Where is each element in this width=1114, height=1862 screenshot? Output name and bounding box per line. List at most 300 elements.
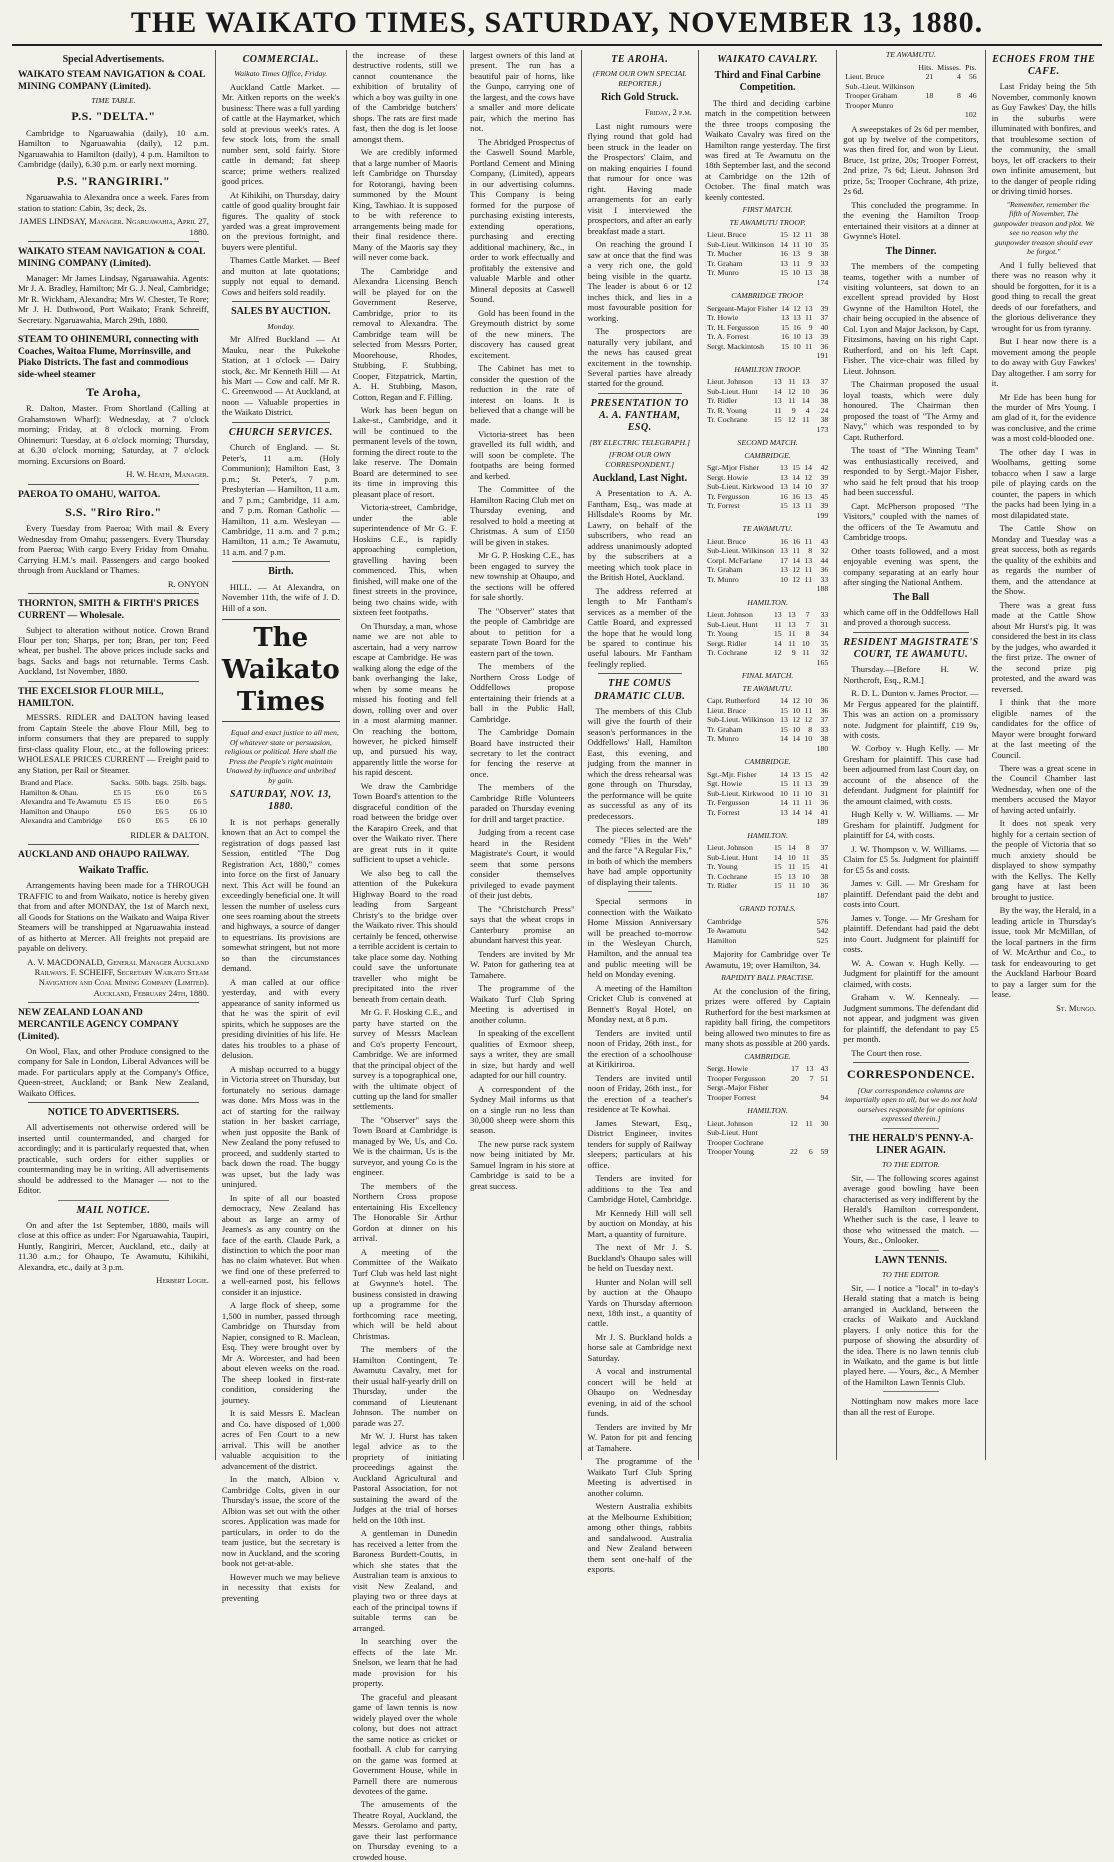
article-paragraph: The next of Mr J. S. Buckland's Ohaupo sales will be held on Tuesday next.: [587, 1242, 692, 1274]
birth-body: HILL. — At Alexandra, on November 11th, the wife of J. D. Hill of a son.: [221, 581, 340, 613]
table-cell: 13: [780, 546, 788, 556]
table-cell: 14: [773, 638, 782, 648]
table-cell: Tr. Munro: [706, 574, 739, 584]
table-cell: 13: [780, 715, 788, 725]
table-cell: 38: [820, 415, 829, 425]
ad-signature: RIDLER & DALTON.: [130, 829, 209, 840]
masthead-rule: [12, 44, 1102, 46]
table-cell: 13: [780, 472, 788, 482]
rapidity-tables: [705, 1052, 830, 1157]
table-cell: 7: [805, 619, 810, 629]
table-cell: 15: [780, 779, 788, 789]
table-cell: Trooper Munro: [845, 100, 894, 110]
table-cell: 34: [820, 629, 829, 639]
table-cell: 33: [820, 610, 829, 620]
table-cell: 14: [780, 239, 788, 249]
table-cell: 10: [801, 881, 810, 891]
table-cell: [963, 82, 979, 92]
table-cell: [784, 1138, 799, 1148]
grand-totals-table: [705, 917, 830, 946]
table-cell: 36: [820, 341, 829, 351]
table-cell: 8: [808, 546, 813, 556]
table-cell: 7: [805, 610, 810, 620]
table-cell: 8: [808, 724, 813, 734]
table-row: [705, 1119, 830, 1129]
match-heading: FINAL MATCH.: [741, 671, 794, 681]
ad-title: THE EXCELSIOR FLOUR MILL, HAMILTON.: [18, 685, 164, 709]
table-cell: 37: [820, 377, 829, 387]
table-row: [705, 377, 830, 387]
table-cell: 12: [789, 1118, 798, 1128]
article-subheading: Rich Gold Struck.: [600, 92, 679, 104]
troop-heading: TE AWAMUTU TROOP.: [729, 217, 806, 227]
table-total-row: [705, 744, 830, 754]
editorial-paragraph: A man called at our office yesterday, and with every appearance of sanity informed us that he was the spirit of evil spirits, which he supposes are the presiding divinities of his life. He dates his troubles to a phase of delusion.: [221, 976, 340, 1061]
table-row: [705, 808, 830, 818]
article-paragraph: We also beg to call the attention of the Pukekura Highway Board to the road leading from Sargeant Christy's to the bridge over the Waikato river. This should certainly be fenced, otherwise a terrible accident is certain to take place some day. Nothing could save the unfortunate traveller who might be precipitated into the river beneath from certain death.: [352, 867, 458, 1004]
match-heading: SECOND MATCH.: [737, 438, 798, 448]
table-cell: Tr. Forrest: [706, 501, 740, 511]
table-cell: 11: [774, 619, 782, 629]
ad-body: Every Tuesday from Paeroa; With mail & Every Wednesday from Omahu; passengers. Every Thursday from Paeroa; With cargo Every Friday from Omahu. Carrying H.M.'s mail. Passengers and cargo booked through from Auckland or Thames.: [18, 523, 209, 576]
table-cell: 11: [788, 638, 796, 648]
rapidity-table-te-awamutu: [843, 63, 978, 120]
table-cell: 6: [808, 1147, 813, 1157]
table-row: [705, 779, 830, 789]
table-cell: [800, 1128, 815, 1138]
article-paragraph: It does not speak very highly for a certain section of the people of Victoria that so much anxiety should be displayed to show sympathy with the Kellys. The Kelly gang have at last been brought to justice.: [991, 818, 1097, 902]
table-cell: 14: [780, 769, 788, 779]
table-row: [705, 648, 830, 658]
table-row: [705, 610, 830, 620]
table-cell: 9: [808, 258, 813, 268]
table-cell: 13: [804, 332, 813, 342]
table-cell: 13: [787, 619, 796, 629]
table-cell: 14: [787, 843, 796, 853]
column-5: [582, 50, 699, 1575]
table-cell: 17: [791, 1064, 799, 1074]
table-cell: 12: [792, 715, 801, 725]
divider: [58, 1200, 169, 1201]
church-body: Church of England. — St. Peter's, 11 a.m. (Holy Communion); Hamilton East, 3 p.m.; St. Peter's, 7 p.m. Presbyterian — Hamilton, 11 a.m. and 7 p.m.; Cambridge, 11 a.m. and 7 p.m. Roman Catholic — Hamilton, 11 a.m. Wesleyan — Cambridge, 11 a.m. and 7 p.m.; Hamilton, 11 a.m.; Te Awamutu, 11 a.m. and 7 p.m.: [221, 442, 340, 557]
table-total: 174: [816, 277, 829, 287]
table-cell: 43: [820, 1064, 829, 1074]
article-paragraph: The Cabinet has met to consider the question of the reduction in the rate of interest on loans. It is believed that a change will be made.: [470, 363, 575, 426]
table-row: [705, 1093, 830, 1103]
article-paragraph: James Stewart, Esq., District Engineer, invites tenders for supply of Railway sleepers; particulars at his office.: [587, 1117, 692, 1170]
table-cell: Lieut. Bruce: [845, 72, 885, 81]
table-cell: 11: [788, 396, 796, 406]
table-cell: 14: [804, 807, 813, 817]
column-3: [347, 50, 464, 1862]
table-cell: Sgt.-Mjor Fisher: [706, 463, 759, 473]
article-paragraph: By the way, the Herald, in a leading article in Thursday's issue, took Mr McMillan, of the local partners in the firm of W. McArthur and Co., to task for endeavouring to get the Auckland Harbour Board to pay a larger sum for the lease.: [991, 905, 1097, 1000]
church-heading: CHURCH SERVICES.: [228, 426, 333, 438]
table-cell: 14: [792, 482, 800, 492]
table-cell: Trooper Cochrane: [706, 1137, 764, 1147]
table-cell: Tr. Cochrane: [706, 871, 748, 881]
table-cell: 41: [820, 807, 829, 817]
table-cell: Sub-Lieut. Hunt: [706, 619, 758, 629]
table-cell: 24: [820, 405, 829, 415]
table-row: [705, 789, 830, 799]
table-cell: 11: [802, 852, 810, 862]
table-cell: Tr. Fergusson: [706, 491, 750, 501]
table-cell: 16: [780, 536, 788, 546]
article-paragraph: Work has been begun on Lake-st., Cambridge, and it will be continued to the permanent levels of the town, forming the direct route to the lake reserve. The Domain Board are determined to see its time in improving this pleasant place of resort.: [352, 404, 458, 499]
table-cell: 15: [792, 463, 800, 473]
article-paragraph: Last Friday being the 5th November, commonly known as Guy Fawkes' Day, the hills in the suburbs were illuminated with bonfires, and that troublesome section of the community, the small boys, let off crackers to their own infinite amusement, but to the danger of people riding or driving timid horses.: [991, 81, 1097, 197]
table-cell: Hamilton: [706, 935, 737, 945]
score-table: [705, 230, 830, 287]
cavalry-heading: WAIKATO CAVALRY.: [717, 54, 818, 65]
table-cell: [916, 101, 935, 111]
article-paragraph: The members of the Hamilton Contingent, Te Awamutu Cavalry, met for their usual half-yearly drill on Thursday, under the command of Lieutenant Johnson. The number on parade was 27.: [352, 1344, 458, 1428]
table-cell: 30: [820, 1118, 829, 1128]
author-signature: St. Mungo.: [1056, 1002, 1097, 1013]
table-cell: 11: [804, 536, 813, 546]
table-cell: 11: [774, 405, 782, 415]
table-cell: Tr. R. Young: [706, 405, 747, 415]
byline: [FROM OUR OWN CORRESPONDENT.]: [605, 450, 675, 469]
table-cell: Tr. Young: [706, 862, 738, 872]
table-cell: 14: [780, 734, 788, 744]
table-cell: [800, 1138, 815, 1148]
article-paragraph: largest owners of this land at present. The run has a beautiful pair of horns, like the Gunpo, carrying one of the largest, and the cows have a smaller and more delicate pair, which the merino has not.: [470, 50, 575, 134]
article-paragraph: The members of the competing teams, together with a number of visiting volunteers, sat down to an excellent spread provided by Host Gwynne of the Hamilton Hotel, the chair being occupied in the absence of Col. Lyon and Major Jackson, by Capt. Fitzsimons, having on his right Capt. Rutherford, and on his left Capt. Fisher. The vice-chair was filled by Lieut. Johnson.: [843, 261, 979, 376]
article-paragraph: The "Christchurch Press" says that the wheat crops in Canterbury promise an abundant harvest this year.: [470, 903, 575, 946]
table-row: [705, 770, 830, 780]
edition-date: SATURDAY, NOV. 13, 1880.: [230, 789, 332, 813]
troop-heading: TE AWAMUTU.: [742, 524, 793, 534]
table-cell: [816, 1083, 831, 1093]
table-row: [705, 406, 830, 416]
article-paragraph: Tenders are invited by Mr W. Paton for pit and fencing at Tamahere.: [587, 1421, 692, 1453]
article-paragraph: Capt. McPherson proposed "The Visitors," coupled with the names of the officers of the Te Awamutu and Cambridge troops.: [843, 500, 979, 543]
table-cell: 15: [773, 629, 782, 639]
table-cell: [935, 82, 963, 92]
table-cell: 17: [780, 555, 788, 565]
article-paragraph: The "Observer" says the Town Board at Cambridge is managed by We, Us, and Co. We is the chairman, Us is the surveyor, and young Co is the engineer.: [352, 1114, 458, 1178]
table-row: [705, 725, 830, 735]
table-cell: [815, 1138, 830, 1148]
table-cell: 39: [820, 779, 829, 789]
troop-heading: CAMBRIDGE.: [744, 1051, 791, 1061]
table-row: [705, 843, 830, 853]
table-row: [705, 706, 830, 716]
ad-body: Ngaruawahia to Alexandra once a week. Fares from station to station: Cabin, 3s; deck, 2s.: [18, 192, 209, 213]
table-cell: 38: [820, 871, 829, 881]
table-cell: 12: [792, 230, 801, 240]
table-cell: Tr. Cochrane: [706, 415, 748, 425]
table-row: [18, 807, 209, 817]
table-cell: Tr. Ridler: [706, 881, 737, 891]
table-cell: 11: [802, 415, 810, 425]
table-cell: [786, 1093, 801, 1103]
table-row: [18, 816, 209, 826]
article-paragraph: Special sermons in connection with the Waikato Home Mission Anniversary will be preached to-morrow in the Wesleyan Church, Hamilton, and the annual tea and public meeting will be held on Monday evening.: [587, 896, 692, 980]
table-cell: 42: [820, 769, 829, 779]
ad-body: Subject to alteration without notice. Crown Brand Flour per ton; Sharps, per ton; Bran, per ton; Feed wheat, per bushel. The above prices include sacks and bags. Sacks and bags not returnable. Terms Cash. Auckland, 1st November, 1880.: [18, 624, 209, 677]
divider: [628, 891, 652, 892]
table-cell: Sub-Lieut. Wilkinson: [706, 715, 775, 725]
article-paragraph: But I hear now there is a movement among the people to do away with Guy Fawkes' Day altogether. I am sorry for it.: [991, 336, 1097, 389]
table-cell: 33: [820, 258, 829, 268]
ad-title: WAIKATO STEAM NAVIGATION & COAL MINING COMPANY (Limited).: [18, 246, 205, 269]
newspaper-nameplate: The Waikato Times: [222, 619, 340, 722]
table-cell: Sub-Lieut. Wilkinson: [706, 239, 775, 249]
table-total-row: [705, 278, 830, 288]
letter-heading: THE HERALD'S PENNY-A-LINER AGAIN.: [848, 1132, 974, 1156]
table-row: [705, 415, 830, 425]
article-paragraph: The Cambridge and Alexandra Licensing Bench will be played for on the Government Reserve, Cambridge, prior to its removal to Alexandra. The Cambridge team will be selected from Messrs Porter, Moorehouse, Rhodes, Stubbing, F. Stubbing, Cooper, Fitzpatrick, Martin, A. H. Stubbing, Mason, Cotton, Regan and F. Filling.: [352, 265, 458, 402]
motto: Equal and exact justice to all men, Of whatever state or persuasion, religious or political. Here shall the Press the People's right maintain Unawed by influence and unbribed by gain.: [224, 728, 339, 785]
table-row: [705, 1064, 830, 1074]
table-cell: 37: [820, 715, 829, 725]
notice-heading: NOTICE TO ADVERTISERS.: [47, 1106, 180, 1118]
table-row: [705, 463, 830, 473]
table-cell: Sub-Lieut. Hunt: [706, 852, 758, 862]
table-cell: 8: [805, 843, 810, 853]
table-header: Sacks.: [110, 778, 131, 788]
table-cell: 44: [820, 555, 829, 565]
table-cell: 13: [780, 565, 788, 575]
table-cell: £5 15: [113, 787, 131, 797]
table-header: Brand and Place.: [20, 778, 74, 788]
table-header: Pts.: [965, 62, 977, 72]
table-cell: 12: [792, 574, 801, 584]
table-row: [705, 304, 830, 314]
ship-name: S.S. "Riro Riro.": [65, 504, 162, 519]
article-paragraph: Thames Cattle Market. — Beef and mutton at late quotations; supply not equal to demand. Cows and heifers sold readily.: [221, 255, 340, 297]
article-paragraph: A meeting of the Hamilton Cricket Club is convened at Bennett's Royal Hotel, on Monday next, at 8 p.m.: [587, 982, 692, 1025]
table-cell: 14: [781, 303, 789, 313]
table-total-row: [705, 351, 830, 361]
table-row: [18, 797, 209, 807]
table-row: [843, 82, 978, 92]
table-cell: 10: [787, 852, 796, 862]
divider: [883, 1391, 938, 1392]
table-cell: Capt. Rutherford: [706, 696, 760, 706]
table-total-row: [843, 110, 978, 120]
table-cell: 13: [781, 313, 789, 323]
score-table: [705, 537, 830, 594]
table-cell: Sub-Lieut. Hunt: [706, 386, 758, 396]
score-table: [705, 770, 830, 827]
table-cell: £6 10: [189, 806, 207, 816]
table-cell: £6 5: [155, 816, 169, 826]
table-cell: 13: [805, 1064, 814, 1074]
editorial-paragraph: In the match, Albion v. Cambridge Colts, given in our Thursday's issue, the score of the Albion was set out with the other scores. Application was made for particulars, in order to do the team justice, but the secretary is now in Auckland, and the scoring book not get-at-able.: [221, 1474, 340, 1569]
table-cell: 13: [804, 779, 813, 789]
ship-name: P.S. "DELTA.": [71, 109, 156, 124]
article-paragraph: In searching over the effects of the late Mr. Snelson, we learn that he had made provision for his property.: [352, 1636, 458, 1689]
editorial-paragraph: It is not perhaps generally known that an Act to compel the registration of dogs passed last Session, entitled "The Dog Registration Act, 1880," comes into force on the first of January next. This Act will be found an exceedingly beneficial one. It will lessen the number of useless curs one sees roaming about the streets and highways, a source of danger to equestrians. Its provisions are somewhat stringent, but not more so than the circumstances demand.: [221, 816, 340, 974]
table-row: [843, 72, 978, 82]
table-cell: 41: [820, 862, 829, 872]
table-cell: 94: [820, 1092, 829, 1102]
table-cell: 7: [809, 1073, 814, 1083]
article-paragraph: The members of the Northern Cross Lodge of Oddfellows propose entertaining their friends at a ball in the Public Hall, Cambridge.: [470, 661, 575, 724]
table-cell: 10: [804, 239, 813, 249]
table-cell: 10: [792, 341, 801, 351]
article-paragraph: In speaking of the excellent qualities of Exmoor sheep, says a writer, they are small in size, but hardy and well adapted for our hill country.: [470, 1028, 575, 1081]
table-cell: 10: [780, 574, 788, 584]
article-paragraph: The Cambridge Domain Board have instructed their secretary to let the contract for fencing the reserve at once.: [470, 727, 575, 779]
article-paragraph: Mr Ede has been hung for the murder of Mrs Young. I am glad of it, for the evidence was conclusive, and the crime was a most cold-blooded one.: [991, 391, 1097, 444]
table-cell: Lieut. Bruce: [706, 705, 746, 715]
table-cell: 36: [820, 798, 829, 808]
table-cell: 14: [780, 696, 788, 706]
article-paragraph: The members of the Northern Cross propose entertaining His Excellency The Honorable Sir Arthur Gordon at dinner on his arrival.: [352, 1180, 458, 1244]
table-row: [705, 926, 830, 936]
table-cell: 11: [804, 501, 813, 511]
table-cell: 11: [804, 705, 813, 715]
commercial-heading: COMMERCIAL.: [242, 54, 319, 65]
table-cell: 33: [820, 574, 829, 584]
troop-heading: CAMBRIDGE.: [744, 757, 791, 767]
table-row: [705, 639, 830, 649]
table-cell: 10: [801, 386, 810, 396]
letter-to: TO THE EDITOR.: [881, 1160, 940, 1170]
table-cell: Sergt. Howie: [706, 472, 748, 482]
table-cell: 51: [820, 1073, 829, 1083]
ad-body: On Wool, Flax, and other Produce consigned to the company for Sale in London, Liberal Advances will be made. For particulars apply at the Company's Office, Queen-street, Auckland; or Bank New Zealand, Waikato Offices.: [18, 1045, 209, 1098]
table-row: [705, 1138, 830, 1148]
table-cell: 31: [820, 619, 829, 629]
table-cell: 9: [808, 322, 813, 332]
table-cell: 20: [791, 1073, 799, 1083]
table-row: [705, 629, 830, 639]
table-header: Hits.: [918, 62, 934, 72]
table-cell: £6 5: [193, 797, 207, 807]
table-cell: 13: [773, 610, 782, 620]
table-cell: 11: [792, 788, 800, 798]
table-cell: 38: [820, 268, 829, 278]
table-cell: Te Awamutu: [706, 926, 747, 936]
score-table: [705, 463, 830, 520]
table-cell: 16: [781, 332, 789, 342]
article-paragraph: James v. Tonge. — Mr Gresham for plaintiff. Defendant had paid the debt into Court. Judgment for plaintiff for costs.: [843, 912, 979, 955]
article-paragraph: the increase of these destructive rodents, still we cannot countenance the exhibition of brutality of which a boy was guilty in one of the Cambridge butchers' shops. The rats are first made fast, then the dog is let loose amongst them.: [352, 50, 458, 144]
table-cell: Lieut. Johnson: [706, 377, 753, 387]
troop-heading: HAMILTON TROOP.: [734, 364, 801, 374]
table-total: 187: [816, 890, 829, 900]
table-cell: 37: [820, 843, 829, 853]
table-cell: 4: [805, 405, 810, 415]
letter-to: TO THE EDITOR.: [881, 1270, 940, 1280]
sales-heading: SALES BY AUCTION.: [231, 306, 331, 318]
table-cell: 38: [820, 249, 829, 259]
table-row: [705, 492, 830, 502]
table-cell: 13: [780, 258, 788, 268]
article-paragraph: The address referred at length to Mr Fantham's services as a member of the Cattle Board, and expressed the hope that he would long be spared to continue his useful labours. Mr Fantham feelingly replied.: [587, 585, 692, 669]
article-paragraph: The members of the Cambridge Rifle Volunteers paraded on Thursday evening for drill and target practice.: [470, 782, 575, 824]
troop-heading: HAMILTON.: [747, 830, 788, 840]
table-cell: 12: [792, 303, 801, 313]
ad-title: PAEROA TO OMAHU, WAITOA.: [18, 488, 161, 500]
table-total-row: [705, 425, 830, 435]
table-row: [843, 101, 978, 111]
table-cell: 31: [820, 788, 829, 798]
column-6: [699, 50, 837, 1460]
score-tables: [705, 218, 830, 901]
article-paragraph: Tenders are invited for additions to the Tea and Cambridge Hotel, Cambridge.: [587, 1173, 692, 1205]
table-cell: 11: [804, 574, 813, 584]
table-cell: Lieut. Bruce: [706, 230, 746, 240]
table-row: [705, 537, 830, 547]
table-cell: Tr. H. Fergusson: [706, 322, 759, 332]
article-paragraph: The Chairman proposed the usual loyal toasts, which were duly honoured. The Chairman then proposed the toast of "The Army and Navy," which was responded to by Capt. Rutherford.: [843, 379, 979, 442]
table-cell: £6 10: [189, 816, 207, 826]
column-8: [986, 50, 1102, 1460]
article-paragraph: Graham v. W. Kennealy. — Judgment summons. The defendant did not appear, and judgment was given for plaintiff, the defendant to pay £5 per month.: [843, 992, 979, 1045]
table-cell: [786, 1083, 801, 1093]
table-cell: 10: [792, 332, 801, 342]
troop-heading: TE AWAMUTU.: [742, 683, 793, 693]
table-cell: 11: [792, 239, 801, 249]
table-cell: 59: [820, 1147, 829, 1157]
divider: [28, 844, 199, 845]
table-cell: Cambridge: [706, 916, 742, 926]
letter-body: Sir, — I notice a "local" in to-day's Herald stating that a match is being arranged in Auckland, between the cracks of Waikato and Auckland players. I only notice this for the purpose of showing the absurdity of the idea. There is no lawn tennis club in Waikato, and the game is but little played here. — Yours, &c., A Member of the Hamilton Lawn Tennis Club.: [843, 1282, 979, 1387]
table-cell: Trooper Graham: [845, 91, 898, 100]
table-cell: 13: [773, 396, 782, 406]
table-cell: Hamilton and Ohaupo: [20, 806, 90, 816]
table-cell: 14: [792, 807, 800, 817]
ad-title: AUCKLAND AND OHAUPO RAILWAY.: [18, 849, 190, 861]
table-cell: 13: [787, 871, 796, 881]
table-cell: Alexandra and Te Awamutu: [20, 797, 107, 807]
article-paragraph: Other toasts followed, and a most enjoyable evening was spent, the company separating at an early hour after singing the National Anthem.: [843, 545, 979, 588]
table-cell: 37: [820, 313, 829, 323]
divider: [28, 1002, 199, 1003]
table-cell: 38: [820, 396, 829, 406]
editorial-paragraph: It is said Messrs E. Maclean and Co. have disposed of 1,000 acres of Fen Court to a new arrival. This will be another valuable acquisition to the advancement of the district.: [221, 1408, 340, 1471]
article-paragraph: Majority for Cambridge over Te Awamutu, 19; over Hamilton, 34.: [704, 949, 831, 970]
sales-day: Monday.: [267, 321, 295, 331]
table-row: [18, 788, 209, 798]
table-cell: [784, 1128, 799, 1138]
table-cell: Lieut. Johnson: [706, 610, 753, 620]
article-paragraph: Mr J. S. Buckland holds a horse sale at Cambridge next Saturday.: [587, 1331, 692, 1363]
table-cell: £6 0: [117, 806, 131, 816]
table-cell: 15: [773, 881, 782, 891]
table-cell: 11: [805, 313, 813, 323]
table-cell: 15: [781, 322, 789, 332]
article-paragraph: There was a great scene in the Council Chamber last Wednesday, when one of the members accused the Mayor of having acted unfairly.: [991, 762, 1097, 815]
divider: [232, 422, 330, 423]
comus-heading: THE COMUS DRAMATIC CLUB.: [594, 678, 686, 702]
table-cell: 16: [792, 536, 801, 546]
table-row: [705, 575, 830, 585]
table-cell: 15: [781, 341, 789, 351]
table-row: [705, 872, 830, 882]
table-row: [705, 482, 830, 492]
table-cell: 15: [804, 769, 813, 779]
column-2: [216, 50, 347, 1603]
table-row: [705, 620, 830, 630]
table-cell: 9: [791, 405, 796, 415]
newspaper-title: THE WAIKATO TIMES, SATURDAY, NOVEMBER 13, 1880.: [130, 6, 984, 39]
article-paragraph: There was a great fuss made at the Cattle Show about Mr Hurst's pig. It was considered the best in its class by the judges, who awarded it the first prize. The owner of the second prize pig protested, and the award was reversed.: [991, 599, 1097, 694]
special-ads-heading: Special Advertisements.: [62, 54, 165, 65]
article-paragraph: Mr W. J. Hurst has taken legal advice as to the propriety of initiating proceedings against the Auckland Agricultural and Pastoral Association, for not sustaining the award of the Judges at the trial of horses held on the 10th inst.: [352, 1431, 458, 1525]
table-cell: 13: [804, 268, 813, 278]
article-paragraph: I think that the more eligible names of the candidates for the office of Mayor were brought forward at the last meeting of the Council.: [991, 697, 1097, 760]
table-cell: 13: [780, 463, 788, 473]
table-cell: 14: [792, 734, 801, 744]
